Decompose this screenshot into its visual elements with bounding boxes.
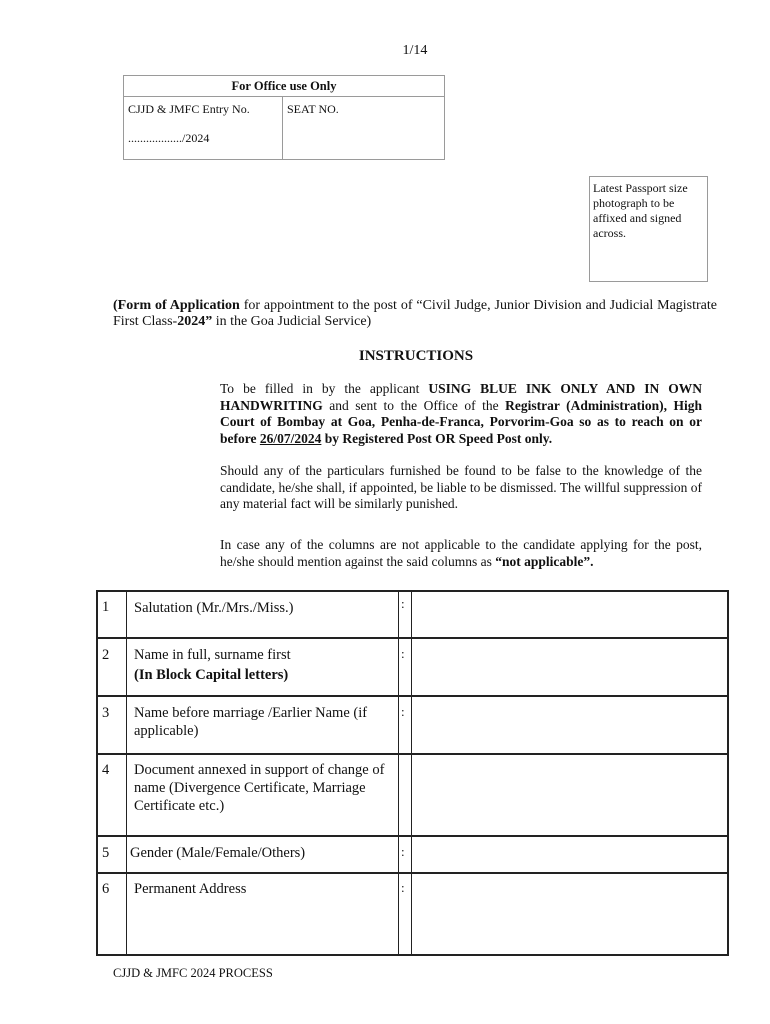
row-line-3 xyxy=(96,753,729,755)
table-border-left xyxy=(96,590,98,956)
row-3-number: 3 xyxy=(102,705,110,721)
row-line-5 xyxy=(96,872,729,874)
form-of-application-end: in the Goa Judicial Service) xyxy=(212,314,372,329)
row-1-colon: : xyxy=(401,596,405,611)
seat-no-label: SEAT NO. xyxy=(287,102,339,116)
instruction-paragraph-2: Should any of the particulars furnished be found to be false to the knowledge of the candidate, he/she shall, if appointed, be liable to be dismissed. The willful suppression of any material fact will be similarly punished. xyxy=(220,463,702,511)
row-2-colon: : xyxy=(401,646,405,661)
page-number: 1/14 xyxy=(402,43,428,58)
p1-text-2: and sent to the Office of the xyxy=(322,397,506,413)
row-line-4 xyxy=(96,835,729,837)
office-use-title: For Office use Only xyxy=(124,76,444,97)
passport-photo-box xyxy=(589,176,708,282)
row-1-entry-field[interactable] xyxy=(416,594,724,636)
form-of-application xyxy=(113,298,717,330)
p1-bold-3: by Registered Post OR Speed Post only. xyxy=(321,430,553,446)
office-divider xyxy=(282,97,283,160)
form-of-application-bold: Form of Application xyxy=(117,298,240,313)
row-3-entry-field[interactable] xyxy=(416,700,724,750)
row-3-label: Name before marriage /Earlier Name (if applicable) xyxy=(134,705,368,739)
p3-bold-1: “not applicable”. xyxy=(495,553,594,569)
row-2-number: 2 xyxy=(102,647,110,663)
row-4-number: 4 xyxy=(102,762,110,778)
row-6-entry-field[interactable] xyxy=(416,877,724,951)
col-line-colon xyxy=(411,590,412,956)
row-2-label: Name in full, surname first xyxy=(134,647,291,663)
col-line-num xyxy=(126,590,127,956)
form-of-application-text: for appointment to the post of “Civil Judge, Junior Division and Judicial Magistrate First Class- xyxy=(113,298,717,329)
entry-no-value: ................../2024 xyxy=(128,131,210,145)
row-line-2 xyxy=(96,695,729,697)
row-1-label: Salutation (Mr./Mrs./Miss.) xyxy=(134,600,294,616)
row-6-number: 6 xyxy=(102,881,110,897)
row-5-label: Gender (Male/Female/Others) xyxy=(130,845,306,861)
row-5-entry-field[interactable] xyxy=(416,840,724,870)
p1-text-1: To be filled in by the applicant xyxy=(220,381,429,396)
row-5-colon: : xyxy=(401,844,405,859)
row-4-entry-field[interactable] xyxy=(416,758,724,832)
form-of-application-year: 2024” xyxy=(177,314,213,329)
application-form-table xyxy=(96,590,729,956)
row-5-number: 5 xyxy=(102,845,110,861)
row-2-entry-field[interactable] xyxy=(416,642,724,692)
instruction-paragraph-1 xyxy=(220,381,702,447)
photo-instruction: Latest Passport size photograph to be affixed and signed across. xyxy=(593,181,688,240)
p3-text-1: In case any of the columns are not applicable to the candidate applying for the post, he/she should mention against the said columns as xyxy=(220,537,702,569)
row-line-1 xyxy=(96,637,729,639)
row-6-label: Permanent Address xyxy=(134,881,247,897)
table-border-top xyxy=(96,590,729,592)
instructions-heading: INSTRUCTIONS xyxy=(358,348,474,364)
instruction-paragraph-3 xyxy=(220,537,702,570)
table-border-bottom xyxy=(96,954,729,956)
p1-bold-1: USING BLUE INK ONLY AND IN OWN HANDWRITING xyxy=(220,381,702,413)
col-line-label xyxy=(398,590,399,956)
open-paren: ( xyxy=(113,298,118,313)
entry-no-label: CJJD & JMFC Entry No. xyxy=(128,102,250,116)
footer-text: CJJD & JMFC 2024 PROCESS xyxy=(113,966,273,980)
row-4-label: Document annexed in support of change of name (Divergence Certificate, Marriage Certificate etc.) xyxy=(134,762,385,814)
row-1-number: 1 xyxy=(102,599,110,615)
p1-deadline-date: 26/07/2024 xyxy=(259,430,322,446)
row-6-colon: : xyxy=(401,880,405,895)
p1-bold-2: Registrar (Administration), High Court of Bombay at Goa, Penha-de-Franca, Porvorim-Goa so as to reach on or before xyxy=(220,397,702,446)
row-3-colon: : xyxy=(401,704,405,719)
table-border-right xyxy=(727,590,729,956)
row-2-sublabel: (In Block Capital letters) xyxy=(134,667,289,683)
office-use-box xyxy=(123,75,445,160)
